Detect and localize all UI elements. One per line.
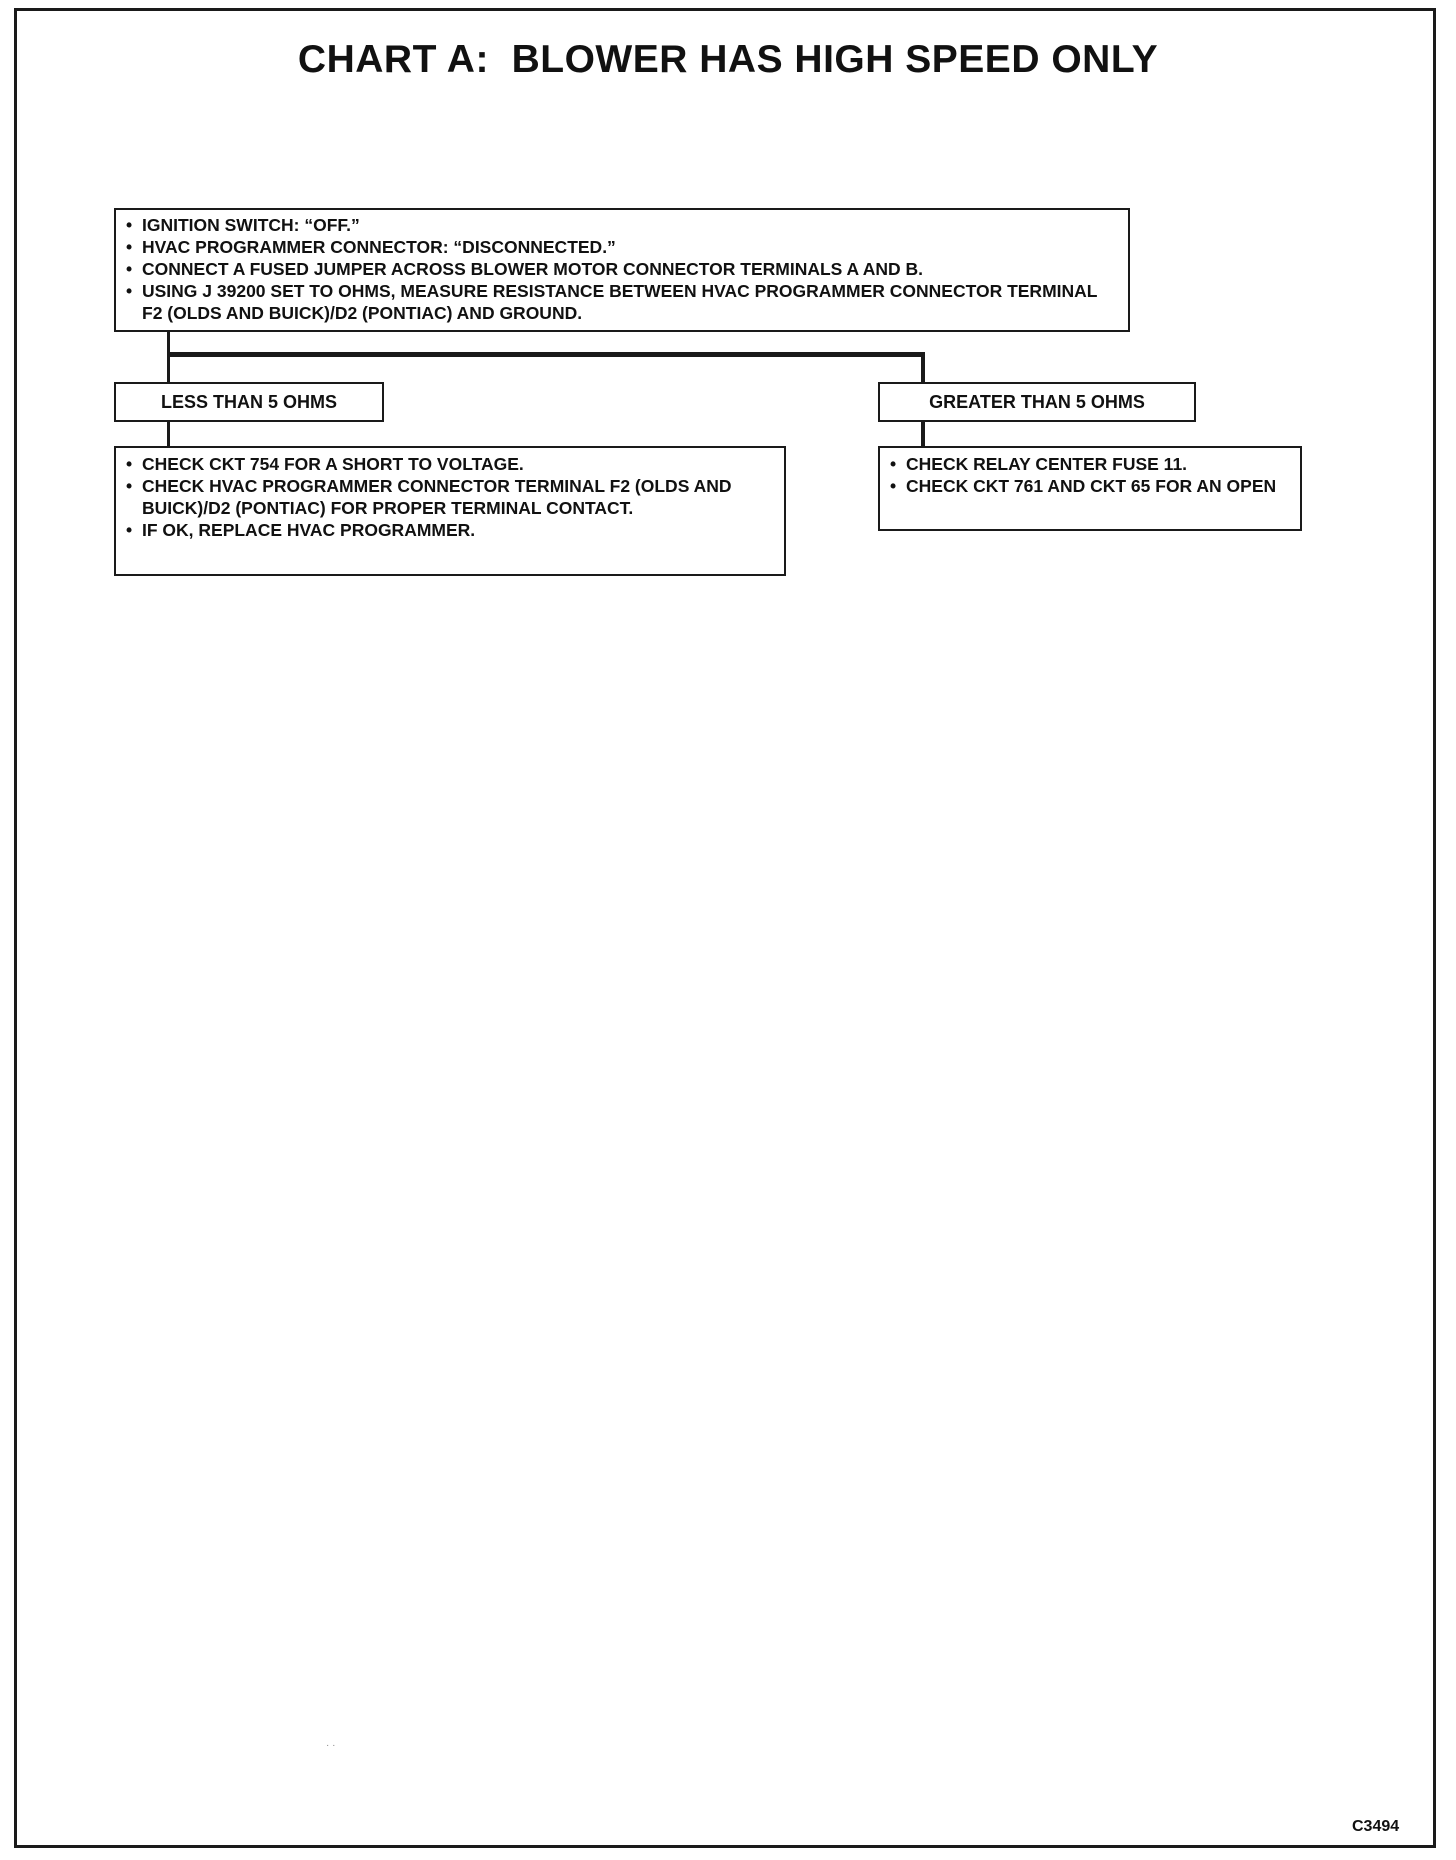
start-step-item: • CONNECT A FUSED JUMPER ACROSS BLOWER MOTOR CONNECTOR TERMINALS A AND B.: [124, 258, 1120, 280]
start-step-box: [114, 208, 1130, 332]
less-action-item: • CHECK HVAC PROGRAMMER CONNECTOR TERMINAL F2 (OLDS AND BUICK)/D2 (PONTIAC) FOR PROPER TERMINAL CONTACT.: [124, 475, 776, 519]
start-step-item: • HVAC PROGRAMMER CONNECTOR: “DISCONNECTED.”: [124, 236, 1120, 258]
less-action-item: • IF OK, REPLACE HVAC PROGRAMMER.: [124, 519, 776, 541]
start-step-item: • USING J 39200 SET TO OHMS, MEASURE RESISTANCE BETWEEN HVAC PROGRAMMER CONNECTOR TERMINAL F2 (OLDS AND BUICK)/D2 (PONTIAC) AND GROUND.: [124, 280, 1120, 324]
greater-action-item: • CHECK RELAY CENTER FUSE 11.: [888, 453, 1292, 475]
connector-start-down: [167, 332, 170, 382]
connector-less-down: [167, 422, 170, 446]
greater-action-item: • CHECK CKT 761 AND CKT 65 FOR AN OPEN: [888, 475, 1292, 497]
greater-than-actions-box: [878, 446, 1302, 531]
branch-less-than-5-ohms: LESS THAN 5 OHMS: [114, 382, 384, 422]
less-than-actions-box: [114, 446, 786, 576]
chart-title: CHART A: BLOWER HAS HIGH SPEED ONLY: [297, 38, 1159, 81]
less-action-item: • CHECK CKT 754 FOR A SHORT TO VOLTAGE.: [124, 453, 776, 475]
figure-code: C3494: [1352, 1818, 1400, 1835]
scan-speck: · ·: [326, 1740, 336, 1751]
branch-greater-than-5-ohms: GREATER THAN 5 OHMS: [878, 382, 1196, 422]
connector-horizontal: [167, 352, 925, 357]
start-step-item: • IGNITION SWITCH: “OFF.”: [124, 214, 1120, 236]
connector-right-down: [921, 352, 925, 382]
connector-greater-down: [921, 422, 925, 446]
